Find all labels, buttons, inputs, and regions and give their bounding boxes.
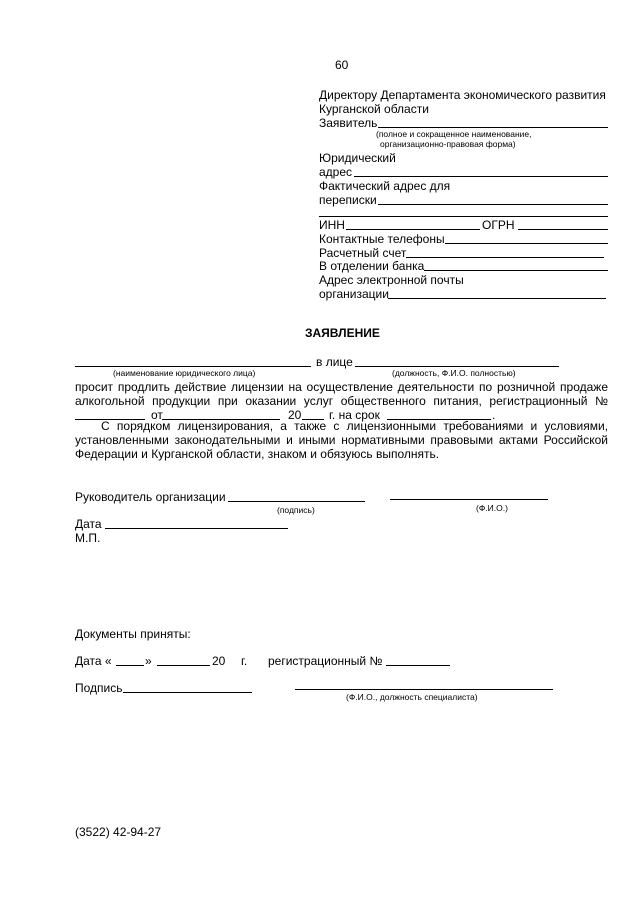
from-label: от [151, 408, 163, 422]
specialist-hint: (Ф.И.О., должность специалиста) [346, 692, 478, 702]
date-field[interactable] [105, 528, 288, 529]
inn-field[interactable] [346, 229, 480, 230]
applicant-field[interactable] [378, 127, 608, 128]
bank-label: В отделении банка [319, 259, 425, 273]
actual-address-field[interactable] [378, 204, 608, 205]
acceptance-reg-number-field[interactable] [386, 665, 450, 666]
position-name-field[interactable] [355, 366, 559, 367]
ogrn-label: ОГРН [482, 218, 515, 232]
term-label: г. на срок [329, 408, 380, 422]
acceptance-quote-close: » [145, 654, 152, 668]
legal-address-label-line2: адрес [319, 165, 353, 179]
acceptance-year-prefix: 20 [212, 654, 226, 668]
actual-address-label-line1: Фактический адрес для [319, 179, 451, 193]
year-prefix: 20 [288, 408, 302, 422]
head-name-field[interactable] [390, 499, 548, 500]
phones-field[interactable] [445, 243, 608, 244]
email-field[interactable] [388, 298, 606, 299]
acceptance-day-field[interactable] [116, 665, 144, 666]
actual-address-field-2[interactable] [319, 216, 608, 217]
applicant-hint-line2: организационно-правовая форма) [380, 139, 516, 149]
acceptance-signature-label: Подпись [75, 681, 123, 695]
entity-hint: (наименование юридического лица) [113, 368, 256, 378]
docs-accepted-label: Документы приняты: [75, 627, 191, 641]
acceptance-reg-number-label: регистрационный № [268, 654, 383, 668]
position-hint: (должность, Ф.И.О. полностью) [392, 368, 516, 378]
phones-label: Контактные телефоны [319, 232, 445, 246]
page-number: 60 [335, 58, 349, 72]
legal-address-label-line1: Юридический [319, 151, 396, 165]
para2-line3: Федерации и Курганской области, знаком и обязуюсь выполнять. [75, 447, 440, 461]
head-signature-field[interactable] [228, 501, 365, 502]
account-label: Расчетный счет [319, 246, 407, 260]
addressee-line1: Директору Департамента экономического развития [319, 88, 606, 102]
legal-address-field[interactable] [354, 176, 608, 177]
para2-line1: С порядком лицензирования, а также с лицензионными требованиями и условиями, [101, 419, 608, 433]
entity-name-field[interactable] [75, 366, 311, 367]
head-label: Руководитель организации [75, 490, 226, 504]
ogrn-field[interactable] [518, 229, 608, 230]
specialist-field[interactable] [295, 689, 553, 690]
para1-line2: алкогольной продукции при оказании услуг общественного питания, регистрационный № [75, 394, 608, 408]
email-label-line1: Адрес электронной почты [319, 273, 464, 287]
actual-address-label-line2: переписки [319, 193, 377, 207]
stamp-label: М.П. [75, 531, 101, 545]
date-label: Дата [75, 517, 102, 531]
bank-field[interactable] [424, 270, 608, 271]
applicant-label: Заявитель [319, 116, 378, 130]
document-title: ЗАЯВЛЕНИЕ [305, 326, 380, 340]
applicant-hint-line1: (полное и сокращенное наименование, [376, 129, 532, 139]
in-person-label: в лице [316, 355, 353, 369]
footer-phone: (3522) 42-94-27 [75, 825, 162, 839]
signature-hint: (подпись) [277, 505, 315, 515]
para2-line2: установленными законодательными и иными нормативными правовыми актами Российской [75, 433, 608, 447]
acceptance-signature-field[interactable] [123, 692, 252, 693]
addressee-line2: Курганской области [319, 102, 429, 116]
inn-label: ИНН [319, 218, 345, 232]
account-field[interactable] [406, 257, 604, 258]
email-label-line2: организации [319, 287, 389, 301]
acceptance-month-field[interactable] [157, 665, 210, 666]
name-hint: (Ф.И.О.) [476, 503, 508, 513]
acceptance-year-suffix: г. [241, 654, 248, 668]
para1-line1: просит продлить действие лицензии на осуществление деятельности по розничной продаже [75, 380, 608, 394]
term-period: . [492, 408, 496, 422]
acceptance-date-label: Дата « [75, 654, 112, 668]
